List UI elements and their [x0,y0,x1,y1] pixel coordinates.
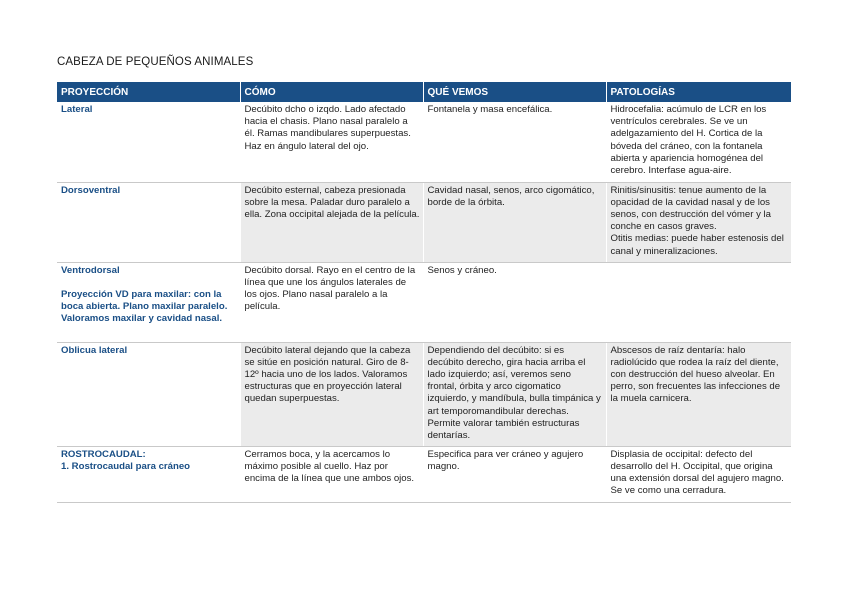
header-como: CÓMO [240,82,423,102]
table-row-oblicua-lateral [57,342,791,446]
document-title: CABEZA DE PEQUEÑOS ANIMALES [57,56,254,68]
cell-que-vemos: Dependiendo del decúbito: si es decúbito derecho, gira hacia arriba el lado izquierdo; así, veremos seno frontal, órbita y arco cigomatico izquierdo, y mandíbula, bulla timpánica y art temporomandibular derechas. Permite valorar también estructuras dentarías. [423,342,606,446]
header-que-vemos: QUÉ VEMOS [423,82,606,102]
cell-que-vemos: Cavidad nasal, senos, arco cigomático, borde de la órbita. [423,182,606,262]
cell-como: Decúbito dcho o izqdo. Lado afectado hacia el chasis. Plano nasal paralelo a él. Ramas mandibulares superpuestas. Haz en ángulo lateral del ojo. [240,102,423,182]
table-row-lateral [57,102,791,182]
proyeccion-name: Dorsoventral [61,184,121,196]
projections-table [57,82,791,503]
cell-patologias: Displasia de occipital: defecto del desarrollo del H. Occipital, que origina una extensión dorsal del agujero magno. Se ve como una cerradura. [606,446,791,502]
cell-patologias [606,262,791,342]
patologia-rinitis: Rinitis/sinusitis: tenue aumento de la opacidad de la cavidad nasal y de los senos, con destrucción del vómer y la conche en casos graves. [610,184,772,233]
proyeccion-name: Oblicua lateral [61,344,128,356]
table-row-ventrodorsal [57,262,791,342]
header-patologias: PATOLOGÍAS [606,82,791,102]
cell-proyeccion [57,102,240,182]
table-row-rostrocaudal [57,446,791,502]
cell-proyeccion [57,182,240,262]
cell-patologias: Abscesos de raíz dentaría: halo radiolúcido que rodea la raíz del diente, con destrucción del hueso alveolar. En perro, son frecuentes las infecciones de la muela carnicera. [606,342,791,446]
cell-patologias: Hidrocefalia: acúmulo de LCR en los ventrículos cerebrales. Se ve un adelgazamiento del H. Cortica de la bóveda del cráneo, con la fontanela abierta y apariencia homogénea del cerebro. Interfase agua-aire. [606,102,791,182]
header-proyeccion: PROYECCIÓN [57,82,240,102]
cell-proyeccion [57,262,240,342]
cell-como: Decúbito lateral dejando que la cabeza se sitúe en posición natural. Giro de 8-12º hacia uno de los lados. Valoramos estructuras que en proyección lateral quedan superpuestas. [240,342,423,446]
cell-proyeccion [57,342,240,446]
proyeccion-name: Lateral [61,104,93,115]
cell-proyeccion [57,446,240,502]
proyeccion-name: Ventrodorsal [61,264,120,276]
cell-como: Cerramos boca, y la acercamos lo máximo posible al cuello. Haz por encima de la línea que une ambos ojos. [240,446,423,502]
cell-patologias [606,182,791,262]
cell-que-vemos: Senos y cráneo. [423,262,606,342]
proyeccion-subnote: 1. Rostrocaudal para cráneo [61,460,191,472]
cell-que-vemos: Fontanela y masa encefálica. [423,102,606,182]
proyeccion-name: ROSTROCAUDAL: [61,448,146,460]
proyeccion-subnote: Proyección VD para maxilar: con la boca abierta. Plano maxilar paralelo. Valoramos maxilar y cavidad nasal. [61,288,228,325]
table-header-row [57,82,791,102]
patologia-otitis: Otitis medias: puede haber estenosis del canal y mineralizaciones. [610,233,784,257]
cell-como: Decúbito esternal, cabeza presionada sobre la mesa. Paladar duro paralelo a ella. Zona occipital alejada de la película. [240,182,423,262]
cell-que-vemos: Especifica para ver cráneo y agujero magno. [423,446,606,502]
cell-como: Decúbito dorsal. Rayo en el centro de la línea que une los ángulos laterales de los ojos. Plano nasal paralelo a la película. [240,262,423,342]
table-row-dorsoventral [57,182,791,262]
